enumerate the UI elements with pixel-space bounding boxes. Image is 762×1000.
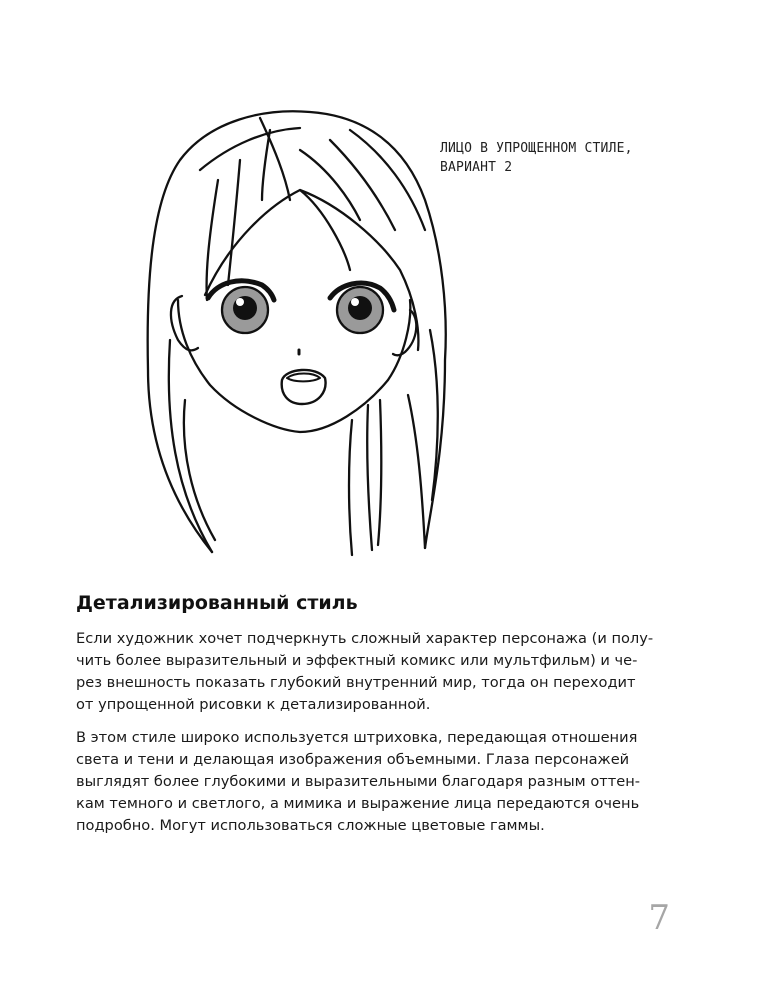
- paragraph-2: [76, 727, 676, 837]
- text-line: подробно. Могут использоваться сложные цветовые гаммы.: [76, 817, 545, 834]
- paragraph-1: [76, 628, 676, 716]
- right-ear: [393, 310, 416, 355]
- face-illustration: [140, 95, 460, 565]
- mouth: [282, 370, 326, 404]
- hair-strands: [200, 128, 300, 170]
- page-number: 7: [648, 898, 670, 938]
- text-line: чить более выразительный и эффектный комикс или мультфильм) и че-: [76, 652, 638, 669]
- text-line: В этом стиле широко используется штриховка, передающая отношения: [76, 729, 638, 746]
- right-eye: [337, 287, 383, 333]
- illustration-caption: [440, 139, 660, 177]
- text-line: рез внешность показать глубокий внутренний мир, тогда он переходит: [76, 674, 636, 691]
- caption-line-1: ЛИЦО В УПРОЩЕННОМ СТИЛЕ,: [440, 141, 633, 156]
- text-line: Если художник хочет подчеркнуть сложный характер персонажа (и полу-: [76, 630, 654, 647]
- text-line: кам темного и светлого, а мимика и выражение лица передаются очень: [76, 795, 640, 812]
- section-heading: Детализированный стиль: [76, 592, 358, 614]
- caption-line-2: ВАРИАНТ 2: [440, 160, 513, 175]
- left-eye: [222, 287, 268, 333]
- text-line: света и тени и делающая изображения объемными. Глаза персонажей: [76, 751, 630, 768]
- text-line: от упрощенной рисовки к детализированной.: [76, 696, 431, 713]
- text-line: выглядят более глубокими и выразительными благодаря разным оттен-: [76, 773, 641, 790]
- left-ear: [171, 296, 198, 350]
